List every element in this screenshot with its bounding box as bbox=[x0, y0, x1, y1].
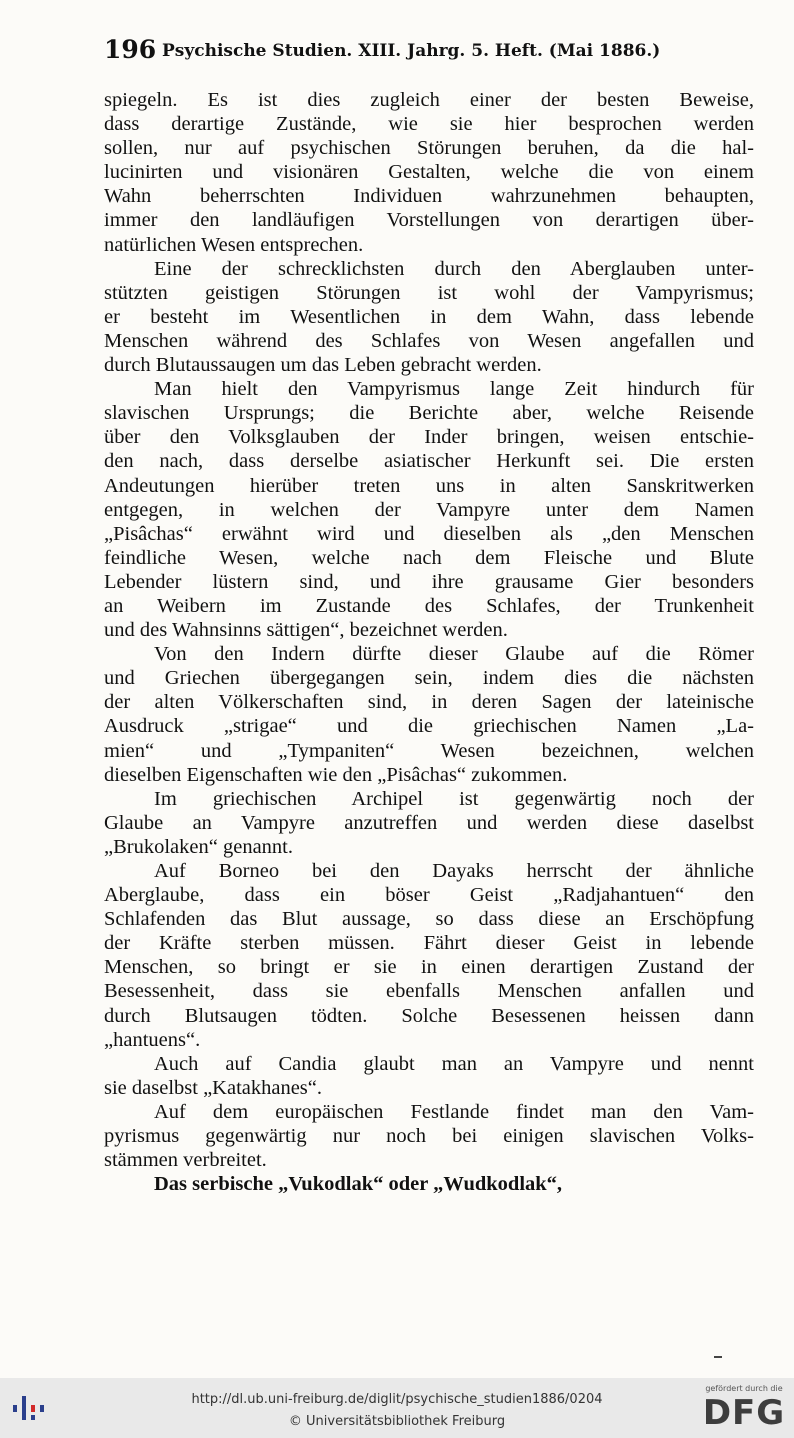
paragraph bbox=[104, 257, 754, 377]
text-line: sie daselbst „Katakhanes“. bbox=[104, 1076, 323, 1099]
running-head: Psychische Studien. XIII. Jahrg. 5. Heft. (Mai 1886.) bbox=[162, 41, 661, 61]
text-line: mien“ und „Tympaniten“ Wesen bezeichnen, welchen bbox=[104, 739, 754, 762]
text-line: stämmen verbreitet. bbox=[104, 1149, 267, 1172]
text-line: „Brukolaken“ genannt. bbox=[104, 835, 293, 858]
text-line: „hantuens“. bbox=[104, 1028, 201, 1051]
page-number: 196 bbox=[104, 35, 157, 64]
text-line: stützten geistigen Störungen ist wohl der Vampyrismus; bbox=[104, 281, 754, 304]
page-header bbox=[104, 36, 754, 64]
dfg-logo[interactable] bbox=[700, 1384, 788, 1434]
text-line: der Kräfte sterben müssen. Fährt dieser Geist in lebende bbox=[104, 932, 754, 955]
text-line: über den Volksglauben der Inder bringen, weisen entschie- bbox=[104, 426, 754, 449]
text-line: Andeutungen hierüber treten uns in alten Sanskritwerken bbox=[104, 474, 754, 497]
text-line: Lebender lüstern sind, und ihre grausame Gier besonders bbox=[104, 570, 754, 593]
permalink-url[interactable]: http://dl.ub.uni-freiburg.de/diglit/psychische_studien1886/0204 bbox=[191, 1392, 603, 1407]
text-line: Schlafenden das Blut aussage, so dass diese an Erschöpfung bbox=[104, 908, 754, 931]
paragraph bbox=[104, 88, 754, 257]
text-line: dieselben Eigenschaften wie den „Pisâchas“ zukommen. bbox=[104, 763, 568, 786]
text-line: „Pisâchas“ erwähnt wird und dieselben als „den Menschen bbox=[104, 522, 754, 545]
text-line: Im griechischen Archipel ist gegenwärtig noch der bbox=[154, 787, 754, 810]
dfg-wordmark: DFG bbox=[702, 1393, 786, 1433]
text-line: pyrismus gegenwärtig nur noch bei einigen slavischen Volks- bbox=[104, 1125, 754, 1148]
paragraph bbox=[104, 1052, 754, 1100]
paragraph bbox=[104, 787, 754, 859]
text-line: an Weibern im Zustande des Schlafes, der Trunkenheit bbox=[104, 594, 754, 617]
text-line: Aberglaube, dass ein böser Geist „Radjahantuen“ den bbox=[104, 884, 754, 907]
text-line: sollen, nur auf psychischen Störungen beruhen, da die hal- bbox=[104, 137, 754, 160]
text-line: durch Blutaussaugen um das Leben gebracht werden. bbox=[104, 354, 542, 377]
paragraph bbox=[104, 377, 754, 642]
text-line: Das serbische „Vukodlak“ oder „Wudkodlak“, bbox=[154, 1173, 563, 1196]
text-line: Eine der schrecklichsten durch den Aberglauben unter- bbox=[154, 257, 754, 280]
paragraph bbox=[104, 1100, 754, 1172]
dfg-caption: gefördert durch die bbox=[705, 1384, 783, 1393]
text-line: er besteht im Wesentlichen in dem Wahn, dass lebende bbox=[104, 305, 754, 328]
text-line: Auch auf Candia glaubt man an Vampyre und nennt bbox=[154, 1052, 754, 1075]
copyright-notice: © Universitätsbibliothek Freiburg bbox=[288, 1414, 506, 1429]
text-line: Besessenheit, dass sie ebenfalls Menschen anfallen und bbox=[104, 980, 754, 1003]
text-line: Menschen während des Schlafes von Wesen angefallen und bbox=[104, 329, 754, 352]
text-line: Glaube an Vampyre anzutreffen und werden diese daselbst bbox=[104, 811, 754, 834]
text-line: Auf Borneo bei den Dayaks herrscht der ähnliche bbox=[154, 860, 754, 882]
text-line: feindliche Wesen, welche nach dem Fleische und Blute bbox=[104, 546, 754, 569]
text-line: slavischen Ursprungs; die Berichte aber, welche Reisende bbox=[104, 402, 754, 425]
text-line: spiegeln. Es ist dies zugleich einer der besten Beweise, bbox=[104, 89, 754, 111]
page-mark bbox=[714, 1356, 722, 1358]
paragraph bbox=[104, 642, 754, 787]
text-line: Menschen, so bringt er sie in einen derartigen Zustand der bbox=[104, 956, 754, 979]
text-line: immer den landläufigen Vorstellungen von derartigen über- bbox=[104, 209, 754, 232]
body-text bbox=[104, 88, 754, 1196]
text-line: dass derartige Zustände, wie sie hier besprochen werden bbox=[104, 113, 754, 136]
paragraph bbox=[104, 1172, 754, 1196]
text-line: der alten Völkerschaften sind, in deren Sagen der lateinische bbox=[104, 691, 754, 714]
text-line: Von den Indern dürfte dieser Glaube auf die Römer bbox=[154, 643, 754, 666]
text-line: Auf dem europäischen Festlande findet man den Vam- bbox=[154, 1100, 754, 1123]
viewer-footer bbox=[0, 1378, 794, 1438]
text-line: natürlichen Wesen entsprechen. bbox=[104, 233, 364, 256]
text-line: und Griechen übergegangen sein, indem dies die nächsten bbox=[104, 667, 754, 690]
text-line: durch Blutsaugen tödten. Solche Besessenen heissen dann bbox=[104, 1004, 754, 1027]
text-line: den nach, dass derselbe asiatischer Herkunft sei. Die ersten bbox=[104, 450, 754, 473]
text-line: Wahn beherrschten Individuen wahrzunehmen behaupten, bbox=[104, 185, 754, 208]
text-line: und des Wahnsinns sättigen“, bezeichnet werden. bbox=[104, 619, 508, 642]
text-line: lucinirten und visionären Gestalten, welche die von einem bbox=[104, 161, 754, 184]
text-line: Ausdruck „strigae“ und die griechischen Namen „La- bbox=[104, 715, 754, 738]
text-line: Man hielt den Vampyrismus lange Zeit hindurch für bbox=[154, 378, 754, 401]
text-line: entgegen, in welchen der Vampyre unter dem Namen bbox=[104, 498, 754, 521]
paragraph bbox=[104, 859, 754, 1052]
